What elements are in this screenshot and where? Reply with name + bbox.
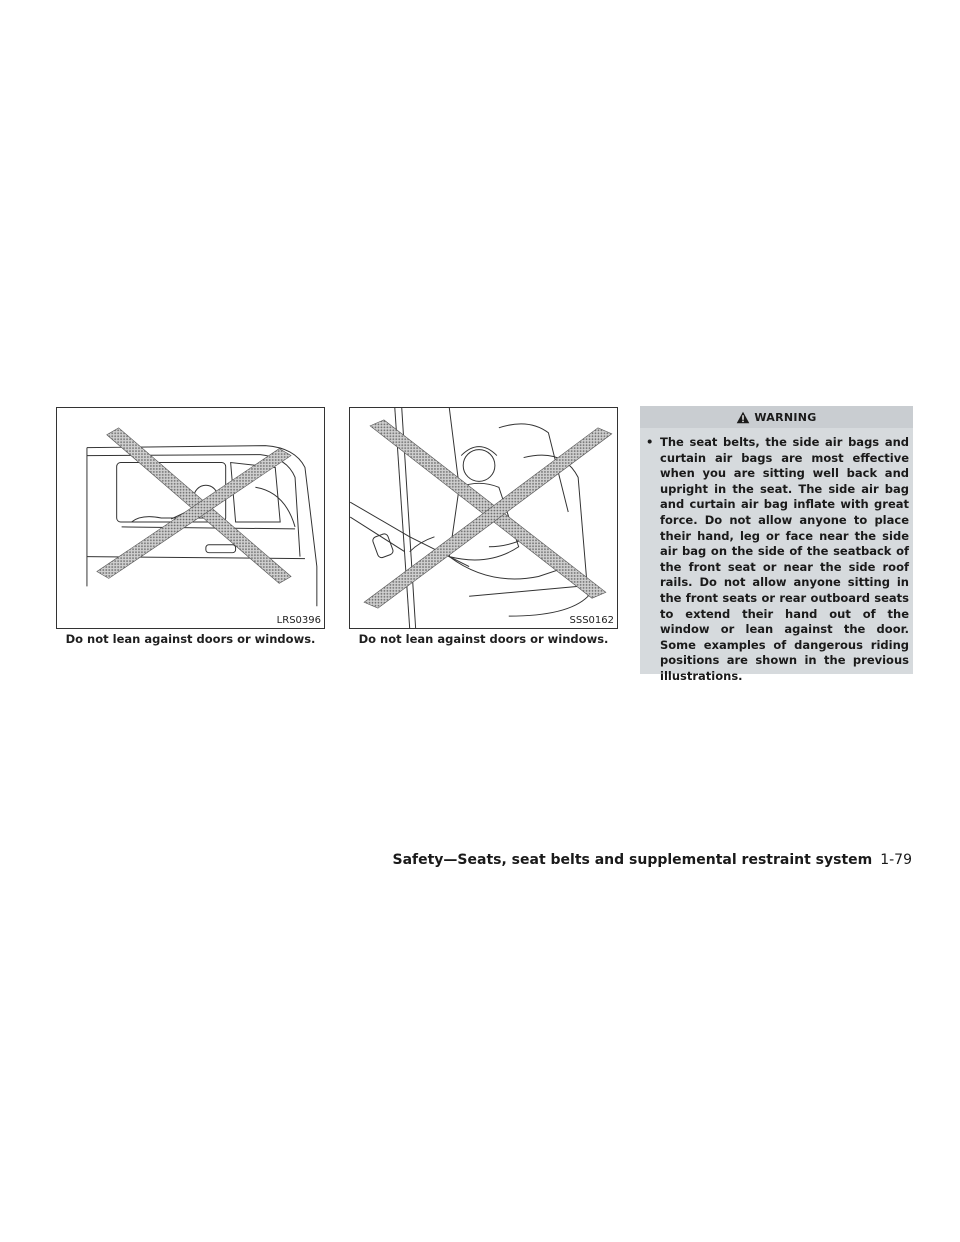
- page-number: 1-79: [880, 852, 912, 868]
- figure-code: SSS0162: [569, 615, 614, 626]
- illustration-passenger-leaning-on-door: [350, 408, 617, 628]
- figure-sss0162: [349, 407, 618, 629]
- section-title: Safety—Seats, seat belts and supplemental restraint system: [392, 852, 873, 868]
- figure-caption: Do not lean against doors or windows.: [65, 632, 316, 646]
- figure-caption: Do not lean against doors or windows.: [358, 632, 609, 646]
- bullet-icon: •: [646, 435, 654, 449]
- warning-title: WARNING: [754, 410, 817, 424]
- warning-box: [640, 406, 913, 683]
- warning-item: [640, 428, 913, 685]
- figure-lrs0396: [56, 407, 325, 629]
- warning-header: [640, 406, 913, 428]
- warning-text: The seat belts, the side air bags and curtain air bags are most effective when you are sitting well back and upright in the seat. The side air bag and curtain air bag inflate with great force. Do not allow anyone to place their hand, leg or face near the side air bag on the side of the seatback of the front seat or near the side roof rails. Do not allow anyone sitting in the front seats or rear outboard seats to extend their hand out of the window or lean against the door. Some examples of dangerous riding positions are shown in the previous illustrations.: [660, 435, 909, 683]
- warning-triangle-icon: [736, 411, 750, 424]
- figure-code: LRS0396: [276, 615, 321, 626]
- illustration-person-leaning-on-window: [57, 408, 324, 628]
- page-footer: [393, 852, 913, 868]
